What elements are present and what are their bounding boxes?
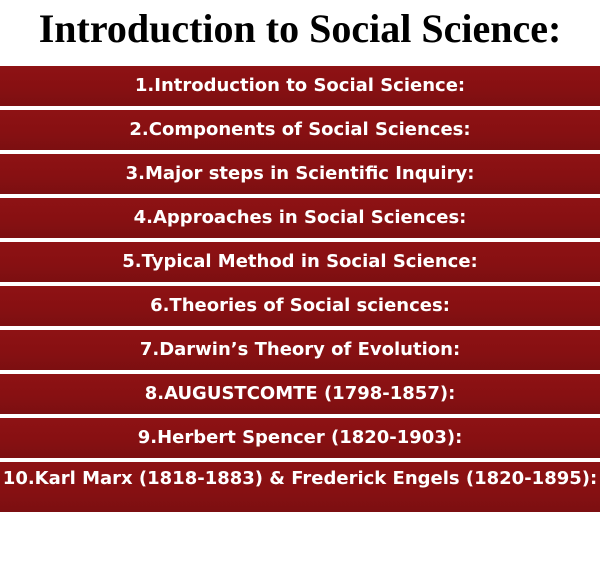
list-item[interactable]: 8.AUGUSTCOMTE (1798-1857): (0, 374, 600, 414)
list-item[interactable]: 2.Components of Social Sciences: (0, 110, 600, 150)
page-title: Introduction to Social Science: (38, 6, 562, 51)
list-item[interactable]: 1.Introduction to Social Science: (0, 66, 600, 106)
list-item[interactable]: 4.Approaches in Social Sciences: (0, 198, 600, 238)
list-item[interactable]: 7.Darwin’s Theory of Evolution: (0, 330, 600, 370)
list-item[interactable]: 6.Theories of Social sciences: (0, 286, 600, 326)
list-item[interactable]: 5.Typical Method in Social Science: (0, 242, 600, 282)
contents-list (0, 66, 600, 512)
list-item[interactable]: 10.Karl Marx (1818-1883) & Frederick Engels (1820-1895): (0, 462, 600, 512)
list-item[interactable]: 9.Herbert Spencer (1820-1903): (0, 418, 600, 458)
list-item[interactable]: 3.Major steps in Scientific Inquiry: (0, 154, 600, 194)
